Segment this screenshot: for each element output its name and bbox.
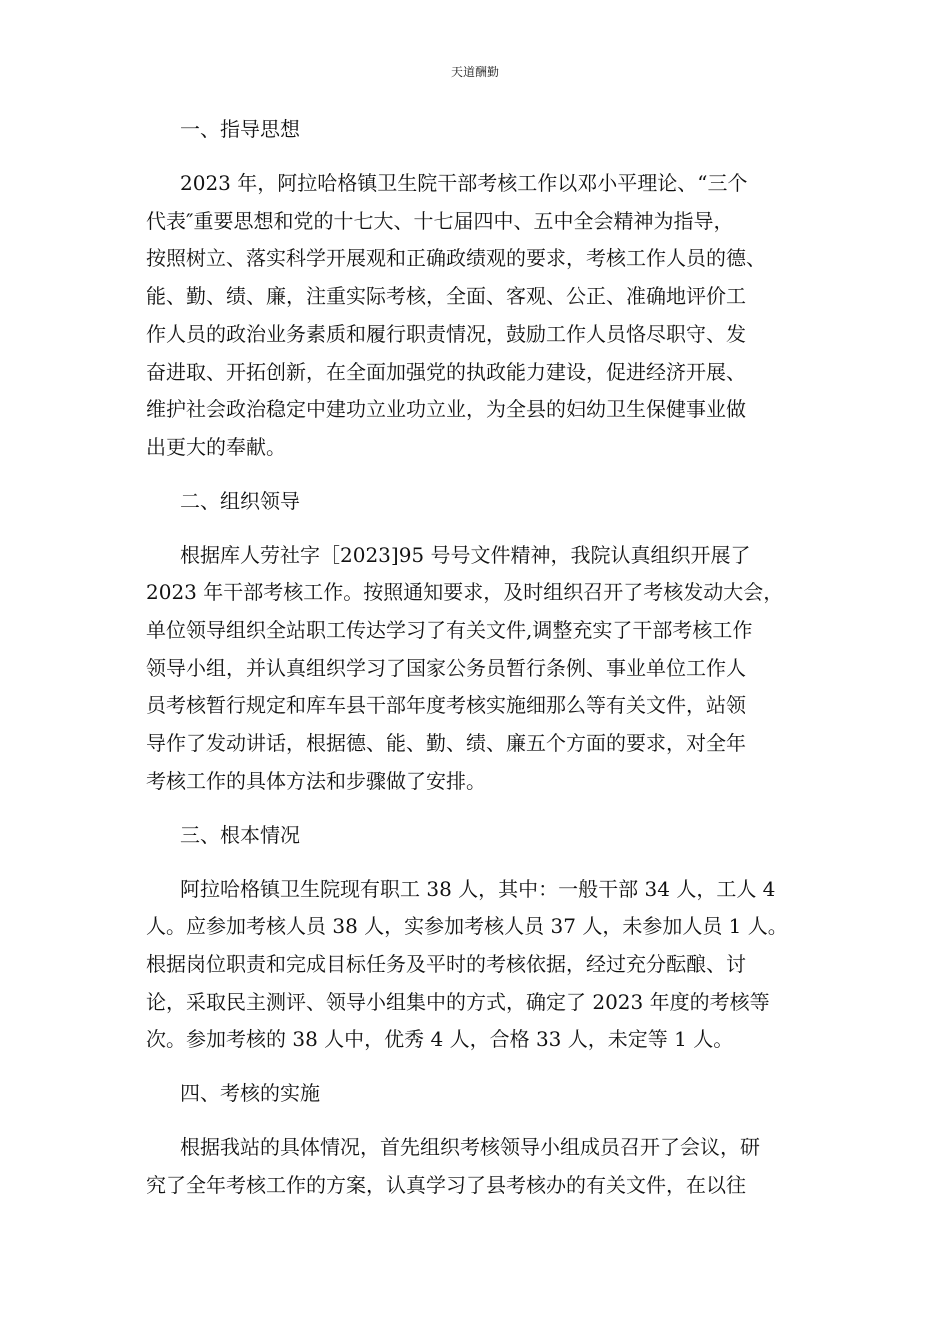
paragraph-line: 根据岗位职责和完成目标任务及平时的考核依据，经过充分酝酿、讨 — [146, 951, 746, 976]
section-guiding-ideology — [146, 113, 806, 467]
paragraph-line: 领导小组，并认真组织学习了国家公务员暂行条例、事业单位工作人 — [146, 655, 746, 680]
section-paragraph — [146, 1129, 806, 1204]
paragraph-line: 人。应参加考核人员 38 人，实参加考核人员 37 人，未参加人员 1 人。 — [146, 914, 788, 939]
document-body — [146, 113, 806, 1222]
paragraph-line: 奋进取、开拓创新，在全面加强党的执政能力建设，促进经济开展、 — [146, 359, 746, 384]
paragraph-line: 员考核暂行规定和库车县干部年度考核实施细那么等有关文件，站领 — [146, 693, 746, 718]
section-paragraph — [146, 871, 806, 1060]
paragraph-line: 究了全年考核工作的方案，认真学习了县考核办的有关文件，在以往 — [146, 1172, 746, 1197]
paragraph-line: 代表″重要思想和党的十七大、十七届四中、五中全会精神为指导， — [146, 208, 734, 233]
paragraph-line: 阿拉哈格镇卫生院现有职工 38 人，其中：一般干部 34 人，工人 4 — [180, 876, 776, 901]
section-paragraph — [146, 537, 806, 801]
paragraph-line: 出更大的奉献。 — [146, 434, 286, 459]
section-assessment-implementation — [146, 1077, 806, 1204]
section-paragraph — [146, 165, 806, 467]
page-header: 天道酬勤 — [450, 65, 499, 79]
section-heading: 一、指导思想 — [180, 117, 300, 141]
paragraph-line: 2023 年，阿拉哈格镇卫生院干部考核工作以邓小平理论、“三个 — [180, 171, 748, 195]
paragraph-line: 考核工作的具体方法和步骤做了安排。 — [146, 768, 486, 793]
paragraph-line: 导作了发动讲话，根据德、能、勤、绩、廉五个方面的要求，对全年 — [146, 731, 746, 756]
paragraph-line: 论，采取民主测评、领导小组集中的方式，确定了 2023 年度的考核等 — [146, 989, 770, 1014]
paragraph-line: 根据我站的具体情况，首先组织考核领导小组成员召开了会议，研 — [180, 1135, 760, 1160]
paragraph-line: 能、勤、绩、廉，注重实际考核，全面、客观、公正、准确地评价工 — [146, 284, 746, 309]
section-heading: 二、组织领导 — [180, 488, 300, 513]
section-heading: 四、考核的实施 — [180, 1081, 320, 1106]
section-basic-situation — [146, 819, 806, 1060]
paragraph-line: 按照树立、落实科学开展观和正确政绩观的要求，考核工作人员的德、 — [146, 246, 766, 271]
paragraph-line: 维护社会政治稳定中建功立业功立业，为全县的妇幼卫生保健事业做 — [146, 397, 746, 422]
paragraph-line: 单位领导组织全站职工传达学习了有关文件,调整充实了干部考核工作 — [146, 618, 753, 643]
paragraph-line: 2023 年干部考核工作。按照通知要求，及时组织召开了考核发动大会， — [146, 580, 784, 605]
paragraph-line: 次。参加考核的 38 人中，优秀 4 人，合格 33 人，未定等 1 人。 — [146, 1027, 734, 1052]
paragraph-line: 作人员的政治业务素质和履行职责情况，鼓励工作人员恪尽职守、发 — [146, 321, 746, 346]
paragraph-line: 根据库人劳社字［2023]95 号号文件精神，我院认真组织开展了 — [180, 542, 751, 567]
section-organization-leadership — [146, 485, 806, 801]
section-heading: 三、根本情况 — [180, 822, 300, 847]
